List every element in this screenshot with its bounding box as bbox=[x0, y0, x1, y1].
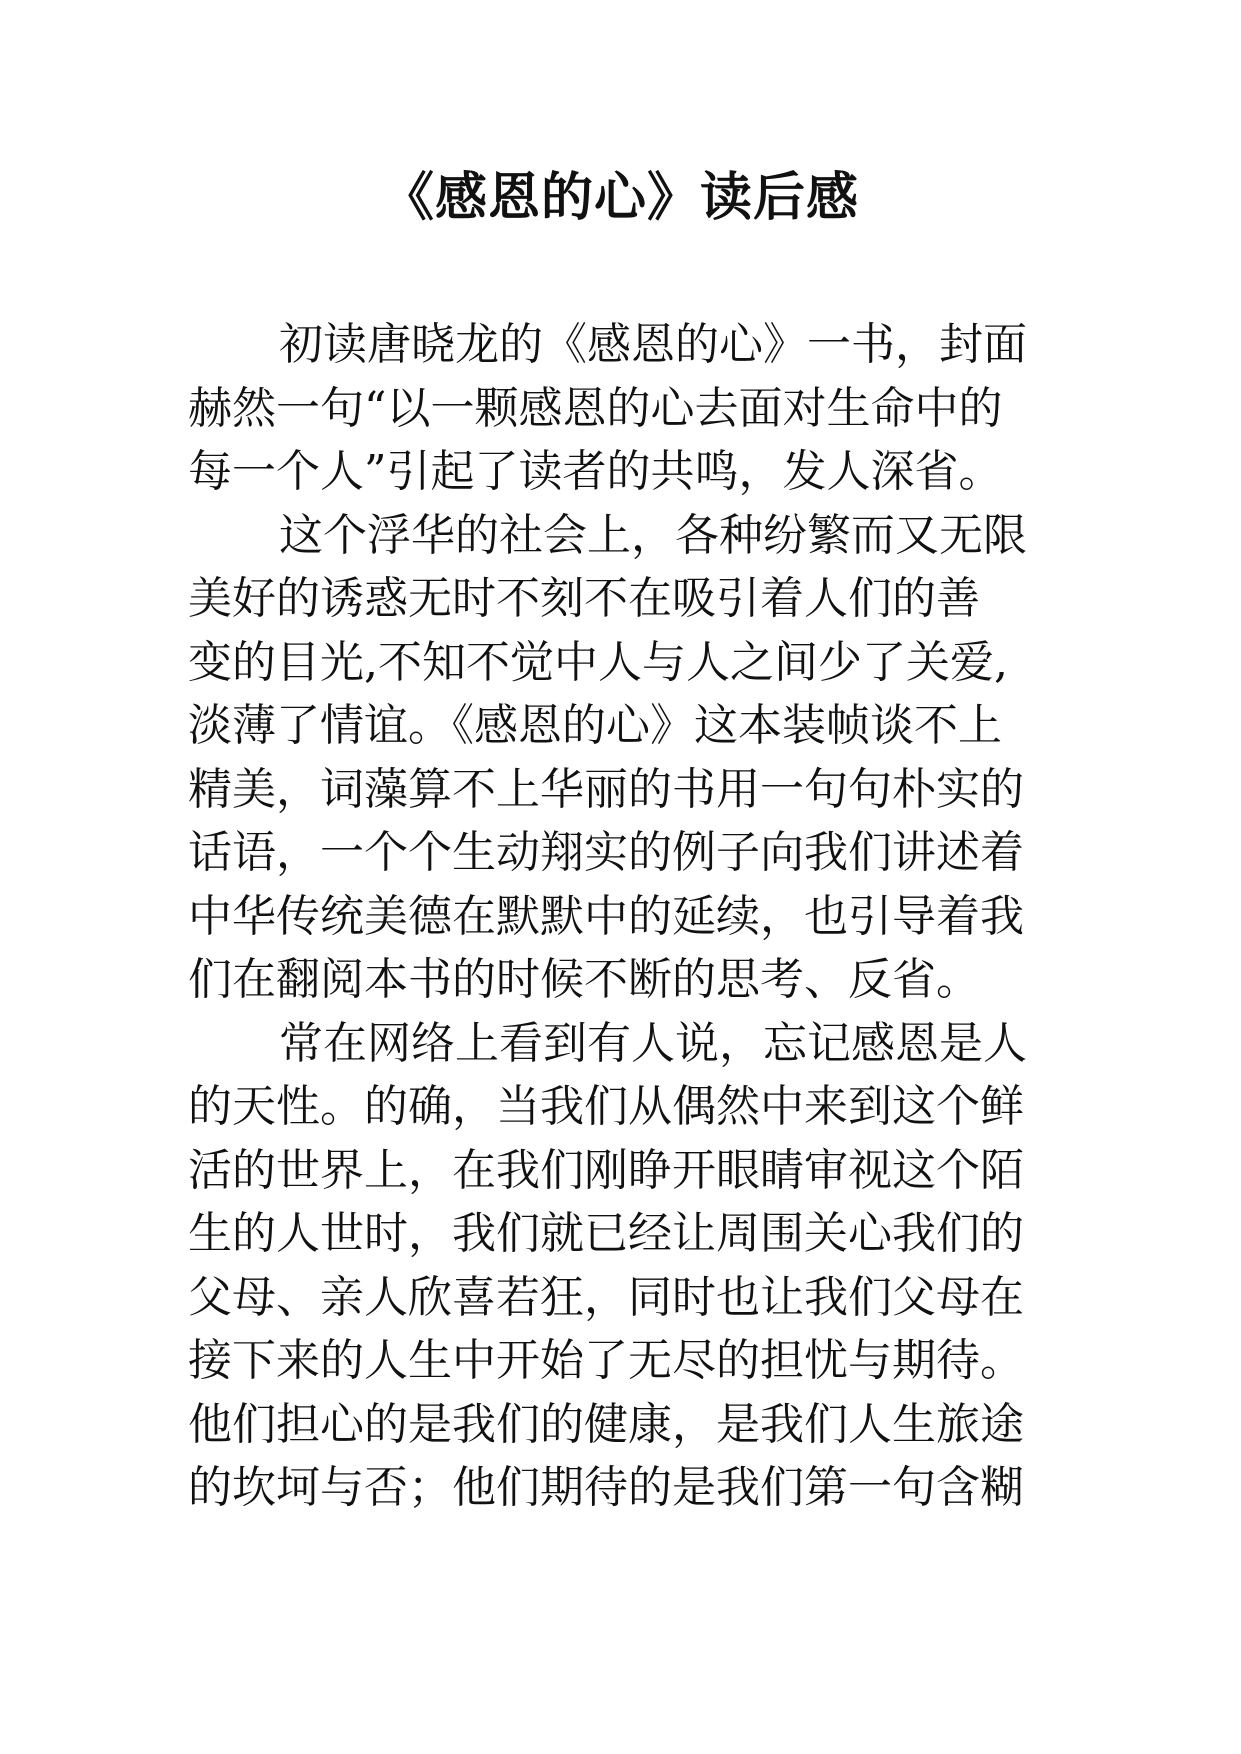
document-title: 《感恩的心》读后感 bbox=[381, 167, 859, 228]
text-line: 生的人世时，我们就已经让周围关心我们的 bbox=[188, 1208, 1024, 1259]
text-line: 话语，一个个生动翔实的例子向我们讲述着 bbox=[188, 827, 1024, 878]
text-line: 每一个人”引起了读者的共鸣，发人深省。 bbox=[188, 446, 1003, 497]
text-line: 淡薄了情谊。《感恩的心》这本装帧谈不上 bbox=[188, 700, 1002, 751]
text-line: 赫然一句“以一颗感恩的心去面对生命中的 bbox=[188, 382, 1003, 434]
text-line: 活的世界上，在我们刚睁开眼睛审视这个陌 bbox=[188, 1144, 1024, 1196]
text-line: 接下来的人生中开始了无尽的担忧与期待。 bbox=[188, 1335, 1024, 1386]
text-line: 们在翻阅本书的时候不断的思考、反省。 bbox=[188, 954, 980, 1005]
text-line: 中华传统美德在默默中的延续，也引导着我 bbox=[188, 890, 1024, 942]
text-line: 变的目光,不知不觉中人与人之间少了关爱, bbox=[188, 636, 1008, 688]
text-line: 初读唐晓龙的《感恩的心》一书，封面 bbox=[279, 319, 1027, 370]
text-line: 的天性。的确，当我们从偶然中来到这个鲜 bbox=[188, 1081, 1024, 1132]
text-line: 的坎坷与否；他们期待的是我们第一句含糊 bbox=[188, 1462, 1024, 1513]
text-line: 这个浮华的社会上，各种纷繁而又无限 bbox=[279, 509, 1027, 561]
text-line: 父母、亲人欣喜若狂，同时也让我们父母在 bbox=[188, 1271, 1024, 1323]
text-line: 精美，词藻算不上华丽的书用一句句朴实的 bbox=[188, 763, 1024, 815]
text-line: 他们担心的是我们的健康，是我们人生旅途 bbox=[188, 1398, 1024, 1450]
text-line: 美好的诱惑无时不刻不在吸引着人们的善 bbox=[188, 573, 980, 624]
text-line: 常在网络上看到有人说，忘记感恩是人 bbox=[279, 1017, 1027, 1069]
document-body bbox=[188, 313, 1088, 1520]
